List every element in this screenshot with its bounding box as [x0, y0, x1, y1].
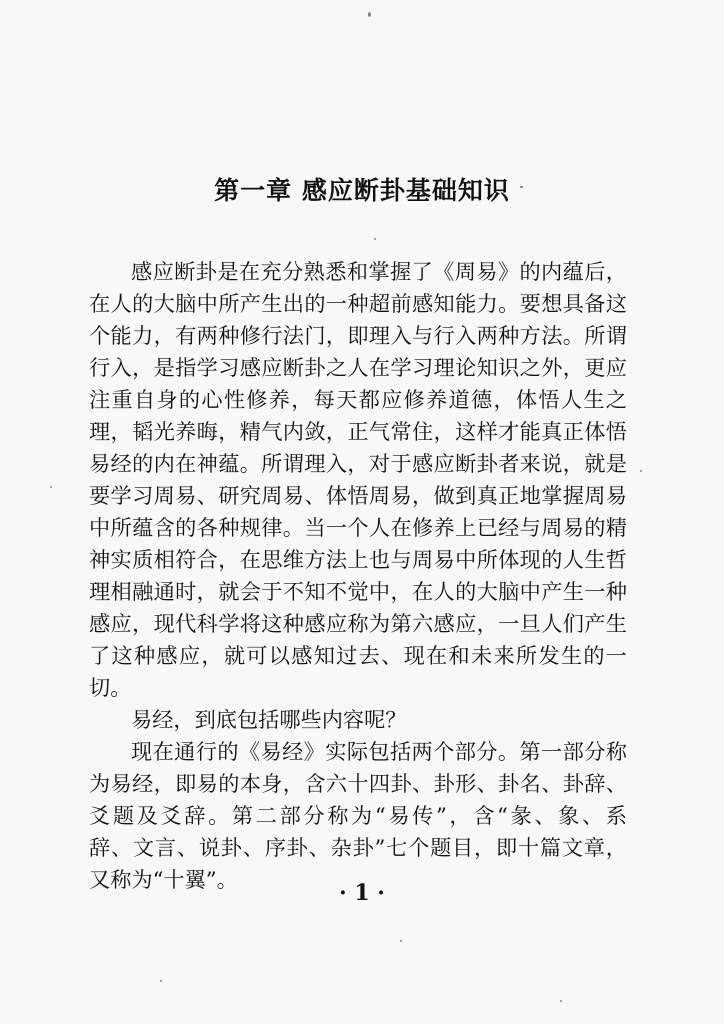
- scan-speck: [400, 940, 402, 942]
- text-line: 感应断卦是在充分熟悉和掌握了《周易》的内蕴后，: [131, 259, 627, 284]
- text-line: 中所蕴含的各种规律。当一个人在修养上已经与周易的精: [89, 515, 627, 540]
- text-line: 理，韬光养晦，精气内敛，正气常住，这样才能真正体悟: [89, 419, 627, 444]
- text-line: 感应，现代科学将这种感应称为第六感应，一旦人们产生: [89, 611, 627, 636]
- text-line: 在人的大脑中所产生出的一种超前感知能力。要想具备这: [89, 291, 627, 316]
- text-line: 易经的内在神蕴。所谓理入，对于感应断卦者来说，就是: [89, 451, 627, 476]
- page-number: · 1 ·: [339, 880, 385, 906]
- text-line: 了这种感应，就可以感知过去、现在和未来所发生的一: [89, 643, 627, 668]
- text-line: 又称为“十翼”。: [89, 867, 238, 892]
- scan-speck: [374, 238, 376, 240]
- text-line: 行入，是指学习感应断卦之人在学习理论知识之外，更应: [89, 355, 627, 380]
- scan-speck: [50, 486, 52, 488]
- text-line: 个能力，有两种修行法门，即理入与行入两种方法。所谓: [89, 323, 627, 348]
- text-line: 易经，到底包括哪些内容呢？: [131, 707, 407, 732]
- text-line: 辞、文言、说卦、序卦、杂卦”七个题目，即十篇文章，: [89, 835, 627, 860]
- body-text: [89, 256, 627, 896]
- text-line: 注重自身的心性修养，每天都应修养道德，体悟人生之: [89, 387, 627, 412]
- chapter-title: 第一章 感应断卦基础知识: [214, 176, 510, 205]
- text-line: 理相融通时，就会于不知不觉中，在人的大脑中产生一种: [89, 579, 627, 604]
- scan-speck: [160, 980, 162, 982]
- scan-speck: [368, 12, 371, 17]
- scan-speck: [560, 1000, 562, 1002]
- text-line: 切。: [89, 675, 132, 700]
- text-line: 爻题及爻辞。第二部分称为“易传”，含“彖、象、系: [89, 803, 627, 828]
- scan-speck: [640, 470, 642, 472]
- text-line: 要学习周易、研究周易、体悟周易，做到真正地掌握周易: [89, 483, 627, 508]
- text-line: 现在通行的《易经》实际包括两个部分。第一部分称: [131, 739, 627, 764]
- text-line: 神实质相符合，在思维方法上也与周易中所体现的人生哲: [89, 547, 627, 572]
- text-line: 为易经，即易的本身，含六十四卦、卦形、卦名、卦辞、: [89, 771, 627, 796]
